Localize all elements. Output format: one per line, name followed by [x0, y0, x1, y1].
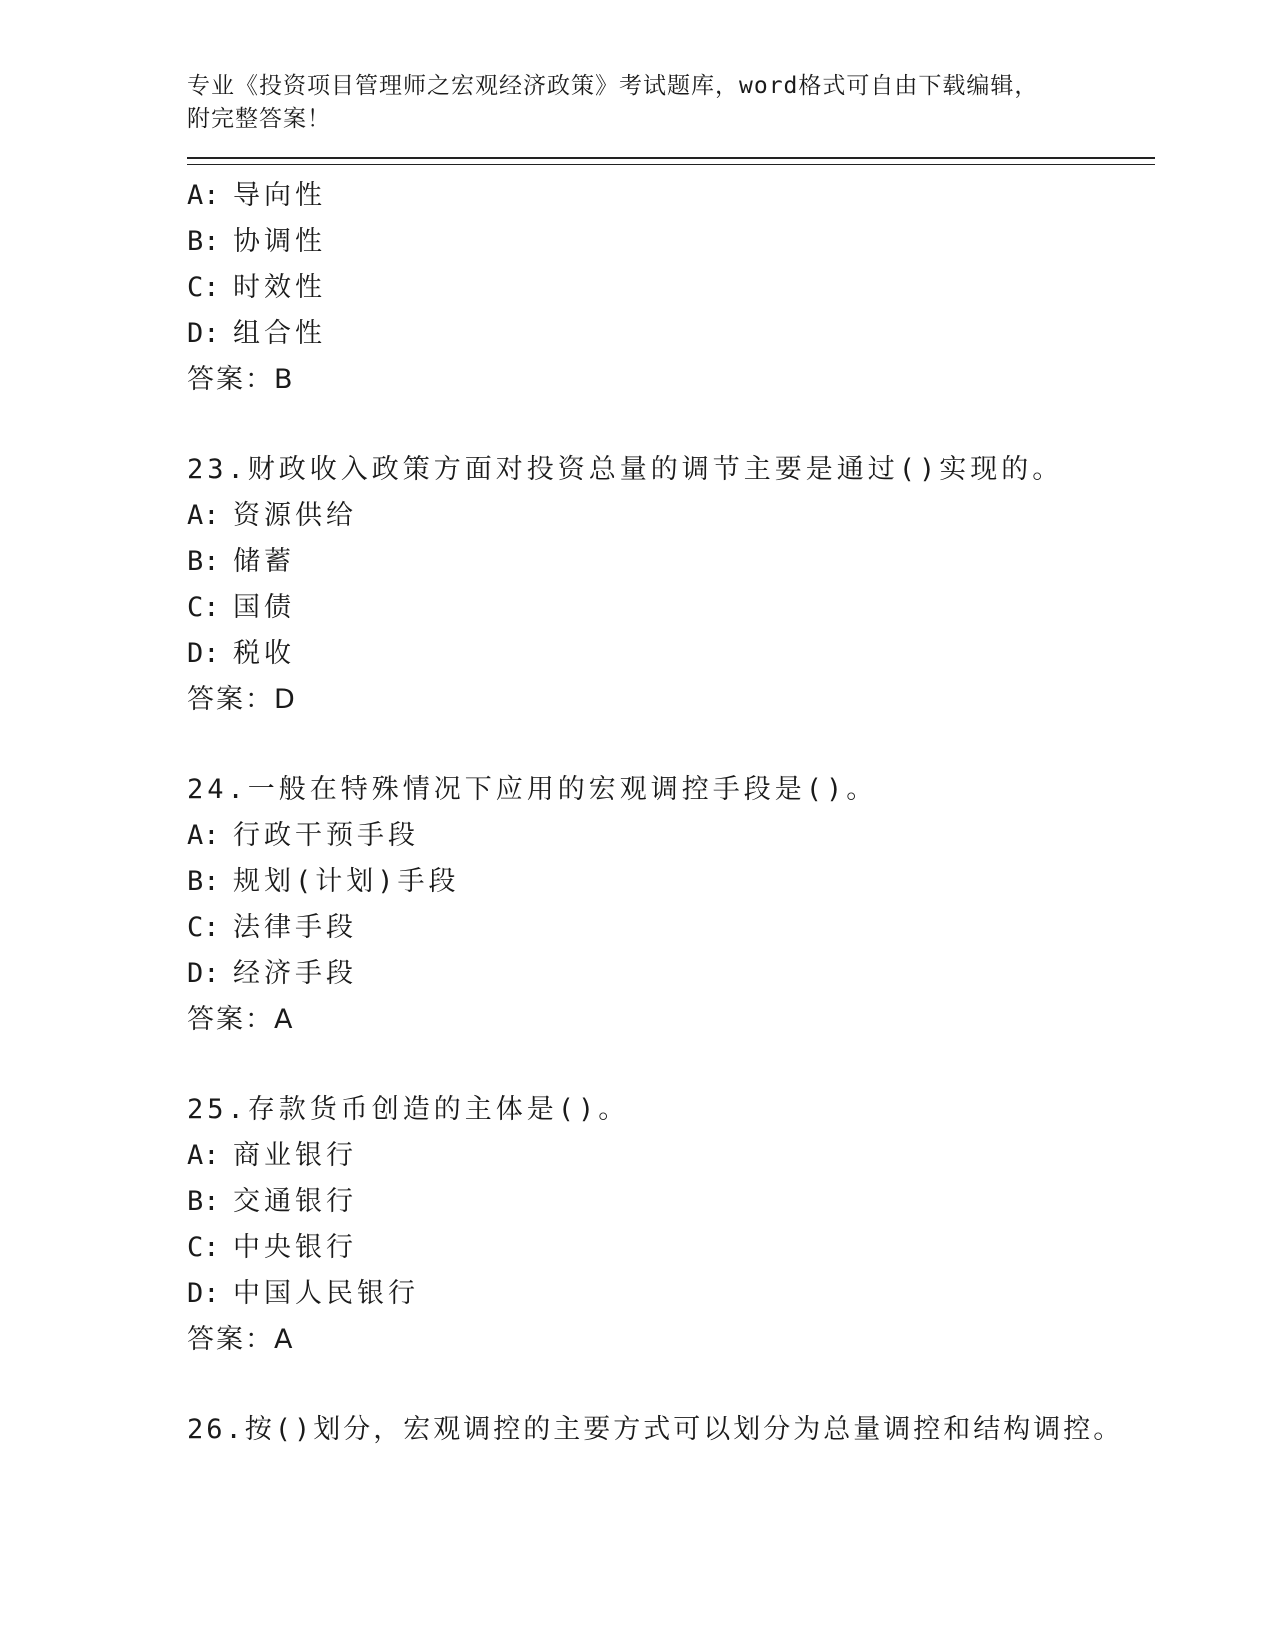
header-divider — [187, 157, 1155, 165]
option-d: D: 中国人民银行 — [187, 1278, 419, 1309]
question-stem: 25.存款货币创造的主体是()。 — [187, 1094, 630, 1125]
option-a: A: 商业银行 — [187, 1140, 357, 1171]
option-a: A: 导向性 — [187, 180, 326, 211]
option-b: B: 协调性 — [187, 226, 326, 257]
question-26 — [187, 1407, 1155, 1453]
answer: 答案：D — [187, 684, 297, 715]
answer: 答案：B — [187, 364, 295, 395]
question-23 — [187, 447, 1155, 723]
document-page — [187, 70, 1155, 1453]
header-line-2: 附完整答案！ — [187, 106, 331, 132]
option-a: A: 行政干预手段 — [187, 820, 419, 851]
option-d: D: 组合性 — [187, 318, 326, 349]
option-d: D: 经济手段 — [187, 958, 357, 989]
option-c: C: 中央银行 — [187, 1232, 357, 1263]
answer: 答案：A — [187, 1324, 295, 1355]
option-b: B: 储蓄 — [187, 546, 295, 577]
option-b: B: 交通银行 — [187, 1186, 357, 1217]
option-c: C: 时效性 — [187, 272, 326, 303]
option-c: C: 国债 — [187, 592, 295, 623]
header-line-1: 专业《投资项目管理师之宏观经济政策》考试题库，word格式可自由下载编辑， — [187, 73, 1039, 99]
question-24 — [187, 767, 1155, 1043]
option-b: B: 规划(计划)手段 — [187, 866, 460, 897]
question-stem: 23.财政收入政策方面对投资总量的调节主要是通过()实现的。 — [187, 454, 1064, 485]
answer: 答案：A — [187, 1004, 295, 1035]
option-c: C: 法律手段 — [187, 912, 357, 943]
document-header — [187, 70, 1155, 136]
question-stem: 26.按()划分，宏观调控的主要方式可以划分为总量调控和结构调控。 — [187, 1414, 1124, 1445]
option-d: D: 税收 — [187, 638, 295, 669]
question-22-continuation — [187, 173, 1155, 403]
question-25 — [187, 1087, 1155, 1363]
question-stem: 24.一般在特殊情况下应用的宏观调控手段是()。 — [187, 774, 878, 805]
option-a: A: 资源供给 — [187, 500, 357, 531]
